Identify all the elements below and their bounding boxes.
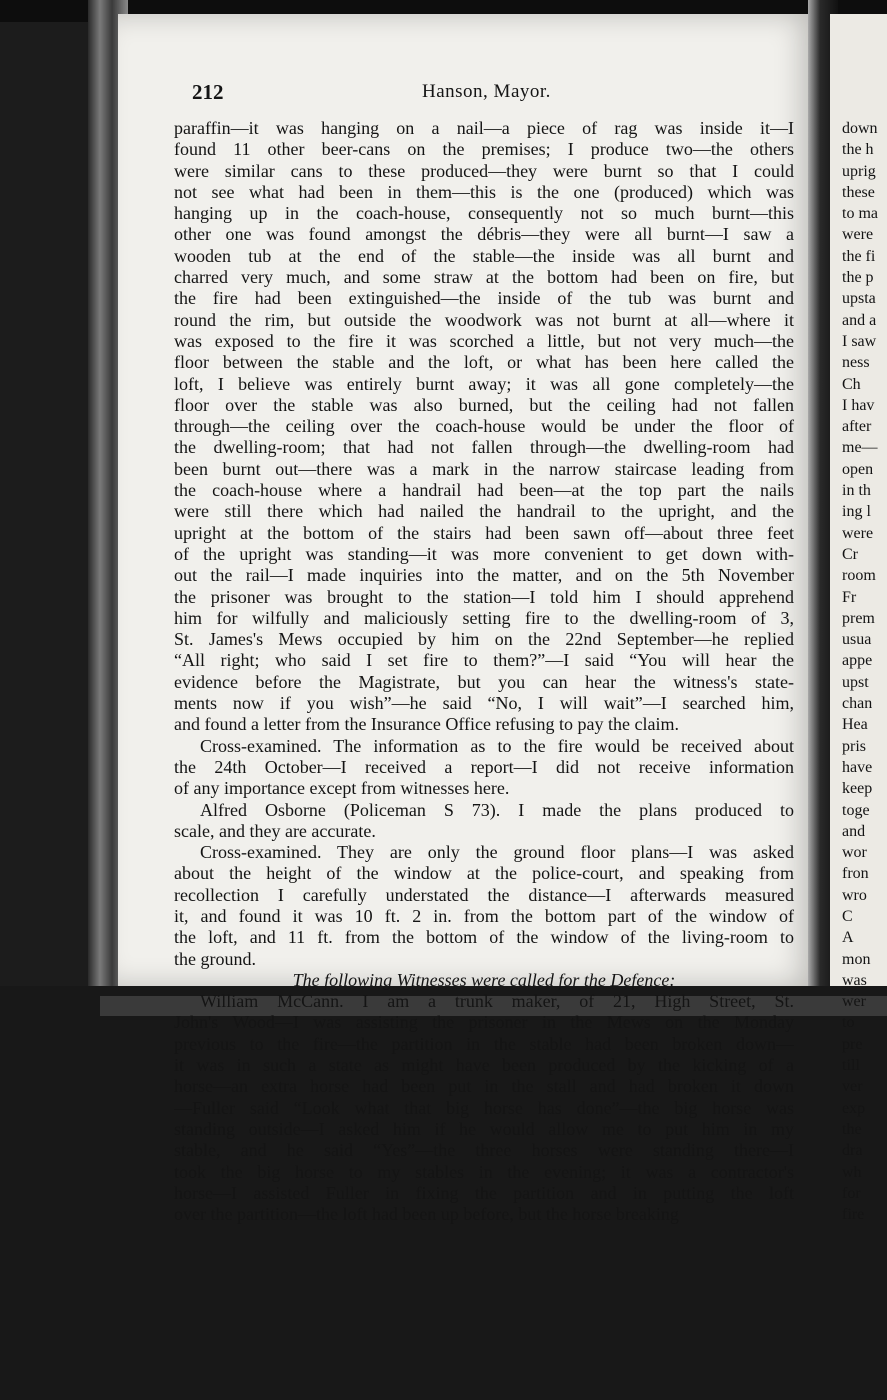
facing-page-fragment: C: [842, 907, 853, 925]
text-line: paraffin—it was hanging on a nail—a piece of rag was inside it—I: [174, 118, 794, 138]
facing-page-fragment: ness: [842, 354, 870, 372]
text-line: “All right; who said I set fire to them?”—I said “You will hear the: [174, 650, 794, 671]
facing-page-fragment: the: [842, 1120, 862, 1138]
text-line: found 11 other beer-cans on the premises; I produce two—the others: [174, 139, 794, 160]
facing-page-fragment: keep: [842, 780, 873, 798]
text-line: standing outside—I asked him if he would allow me to put him in my: [174, 1118, 794, 1139]
facing-page-fragment: have: [842, 758, 873, 776]
text-line: ments now if you wish”—he said “No, I will wait”—I searched him,: [174, 693, 794, 714]
text-line: the prisoner was brought to the station—I told him I should apprehend: [174, 586, 794, 607]
facing-page-fragment: exp: [842, 1099, 866, 1117]
text-line: hanging up in the coach-house, consequently not so much burnt—this: [174, 203, 794, 224]
text-line: the ground.: [174, 948, 256, 969]
text-line: horse—I assisted Fuller in fixing the partition and in putting the loft: [174, 1182, 794, 1203]
text-line: it was in such a state as might have been produced by the kicking of a: [174, 1055, 794, 1076]
facing-page-fragment: wor: [842, 844, 867, 862]
facing-page-fragment: A: [842, 929, 854, 947]
facing-page-fragment: the p: [842, 269, 874, 287]
facing-page-fragment: fron: [842, 865, 869, 883]
text-line: previous to the fire—the partition in the stable had been broken down—: [174, 1033, 794, 1054]
facing-page-fragment: and a: [842, 311, 877, 329]
facing-page-fragment: me—: [842, 439, 878, 457]
text-line: the coach-house where a handrail had been—at the top part the nails: [174, 480, 794, 501]
text-line: charred very much, and some straw at the bottom had been on fire, but: [174, 267, 794, 288]
facing-page-fragment: the fi: [842, 247, 876, 265]
text-line: took the big horse to my stables in the evening; it was a contractor's: [174, 1161, 794, 1182]
text-line: of any importance except from witnesses here.: [174, 778, 510, 799]
facing-page-fragment: after: [842, 418, 872, 436]
text-line: was exposed to the fire it was scorched a little, but not very much—the: [174, 330, 794, 351]
facing-page-fragment: were: [842, 226, 874, 244]
text-line: through—the ceiling over the coach-house would be under the floor of: [174, 416, 794, 437]
facing-page-fragment: room: [842, 567, 876, 585]
text-line: Alfred Osborne (Policeman S 73). I made the plans produced to: [200, 799, 794, 820]
facing-page-fragment: I saw: [842, 332, 877, 350]
text-line: about the height of the window at the police-court, and speaking from: [174, 863, 794, 884]
text-line: John's Wood—I was assisting the prisoner in the Mews on the Monday: [174, 1012, 794, 1033]
text-line: floor over the stable was also burned, but the ceiling had not fallen: [174, 394, 794, 415]
text-line: scale, and they are accurate.: [174, 820, 376, 841]
text-line: upright at the bottom of the stairs had been sawn off—about three feet: [174, 522, 794, 543]
facing-page-fragment: and: [842, 822, 866, 840]
text-line: The following Witnesses were called for the Defence:: [292, 969, 676, 990]
text-line: floor between the stable and the loft, or what has been here called the: [174, 352, 794, 373]
facing-page-fragment: dra: [842, 1142, 863, 1160]
facing-page-fragment: down: [842, 120, 878, 137]
facing-page-fragment: wh: [842, 1163, 862, 1181]
facing-page-fragment: usua: [842, 631, 872, 649]
text-line: evidence before the Magistrate, but you can hear the witness's state-: [174, 671, 794, 692]
text-line: the loft, and 11 ft. from the bottom of the window of the living-room to: [174, 927, 794, 948]
facing-page-fragment: uprig: [842, 162, 876, 180]
text-line: stable, and he said “Yes”—the three horses were standing there—I: [174, 1140, 794, 1161]
facing-page-fragment: Fr: [842, 588, 857, 606]
text-line: recollection I carefully understated the distance—I afterwards measured: [174, 884, 794, 905]
facing-page-fragment: fire: [842, 1206, 865, 1224]
facing-page-fragment: pre: [842, 1035, 863, 1053]
facing-page-fragment: to: [842, 1014, 855, 1032]
text-line: loft, I believe was entirely burnt away; it was all gone completely—the: [174, 373, 794, 394]
facing-page-fragments: [842, 118, 887, 1225]
facing-page-fragment: Hea: [842, 716, 868, 734]
text-line: not see what had been in them—this is the one (produced) which was: [174, 181, 794, 202]
text-line: it, and found it was 10 ft. 2 in. from the bottom part of the window of: [174, 905, 794, 926]
running-head: Hanson, Mayor.: [422, 81, 551, 102]
text-line: him for wilfully and maliciously setting fire to the dwelling-room of 3,: [174, 607, 794, 628]
text-line: —Fuller said “Look what that big horse has done”—the big horse was: [174, 1097, 794, 1118]
facing-page-fragment: upsta: [842, 290, 876, 308]
text-line: and found a letter from the Insurance Office refusing to pay the claim.: [174, 714, 679, 735]
facing-page-fragment: toge: [842, 801, 870, 819]
text-line: were still there which had nailed the handrail to the upright, and the: [174, 501, 794, 522]
text-line: the fire had been extinguished—the inside of the tub was burnt and: [174, 288, 794, 309]
facing-page-fragment: for: [842, 1184, 861, 1202]
text-line: been burnt out—there was a mark in the narrow staircase leading from: [174, 458, 794, 479]
text-line: round the rim, but outside the woodwork was not burnt at all—where it: [174, 309, 794, 330]
facing-page-fragment: pris: [842, 737, 866, 755]
facing-page-fragment: upst: [842, 673, 869, 691]
text-line: of the upright was standing—it was more convenient to get down with-: [174, 543, 794, 564]
facing-page-fragment: I hav: [842, 396, 875, 414]
facing-page-fragment: in th: [842, 482, 871, 500]
text-line: wooden tub at the end of the stable—the inside was all burnt and: [174, 245, 794, 266]
facing-page-fragment: till: [842, 1057, 860, 1075]
body-text: [174, 118, 794, 1225]
facing-page-fragment: wer: [842, 993, 866, 1011]
text-line: St. James's Mews occupied by him on the 22nd September—he replied: [174, 629, 794, 650]
facing-page-fragment: mon: [842, 950, 871, 968]
text-line: the dwelling-room; that had not fallen through—the dwelling-room had: [174, 437, 794, 458]
facing-page-fragment: these: [842, 183, 875, 201]
page-header: [192, 80, 782, 112]
facing-page-fragment: chan: [842, 695, 873, 713]
facing-page-fragment: the h: [842, 141, 874, 159]
text-line: other one was found amongst the débris—they were all burnt—I saw a: [174, 224, 794, 245]
text-line: out the rail—I made inquiries into the matter, and on the 5th November: [174, 565, 794, 586]
facing-page-fragment: ver: [842, 1078, 863, 1096]
text-line: the 24th October—I received a report—I did not receive information: [174, 756, 794, 777]
facing-page-fragment: were: [842, 524, 874, 542]
facing-page-fragment: was: [842, 971, 867, 989]
facing-page-fragment: Ch: [842, 375, 861, 393]
facing-page-fragment: appe: [842, 652, 873, 670]
text-line: over the partition—the loft had been up before, but the horse breaking: [174, 1204, 679, 1225]
text-line: Cross-examined. They are only the ground floor plans—I was asked: [200, 842, 794, 863]
facing-page-fragment: ing l: [842, 503, 871, 521]
facing-page-fragment: to ma: [842, 205, 878, 223]
text-line: William McCann. I am a trunk maker, of 21, High Street, St.: [200, 991, 794, 1012]
facing-page-fragment: Cr: [842, 545, 858, 563]
text-line: horse—an extra horse had been put in the stall and had broken it down: [174, 1076, 794, 1097]
facing-page-fragment: wro: [842, 886, 867, 904]
text-line: Cross-examined. The information as to the fire would be received about: [200, 735, 794, 756]
facing-page-fragment: open: [842, 460, 874, 478]
facing-page-fragment: prem: [842, 609, 875, 627]
text-line: were similar cans to these produced—they were burnt so that I could: [174, 160, 794, 181]
page-number: 212: [192, 80, 224, 104]
